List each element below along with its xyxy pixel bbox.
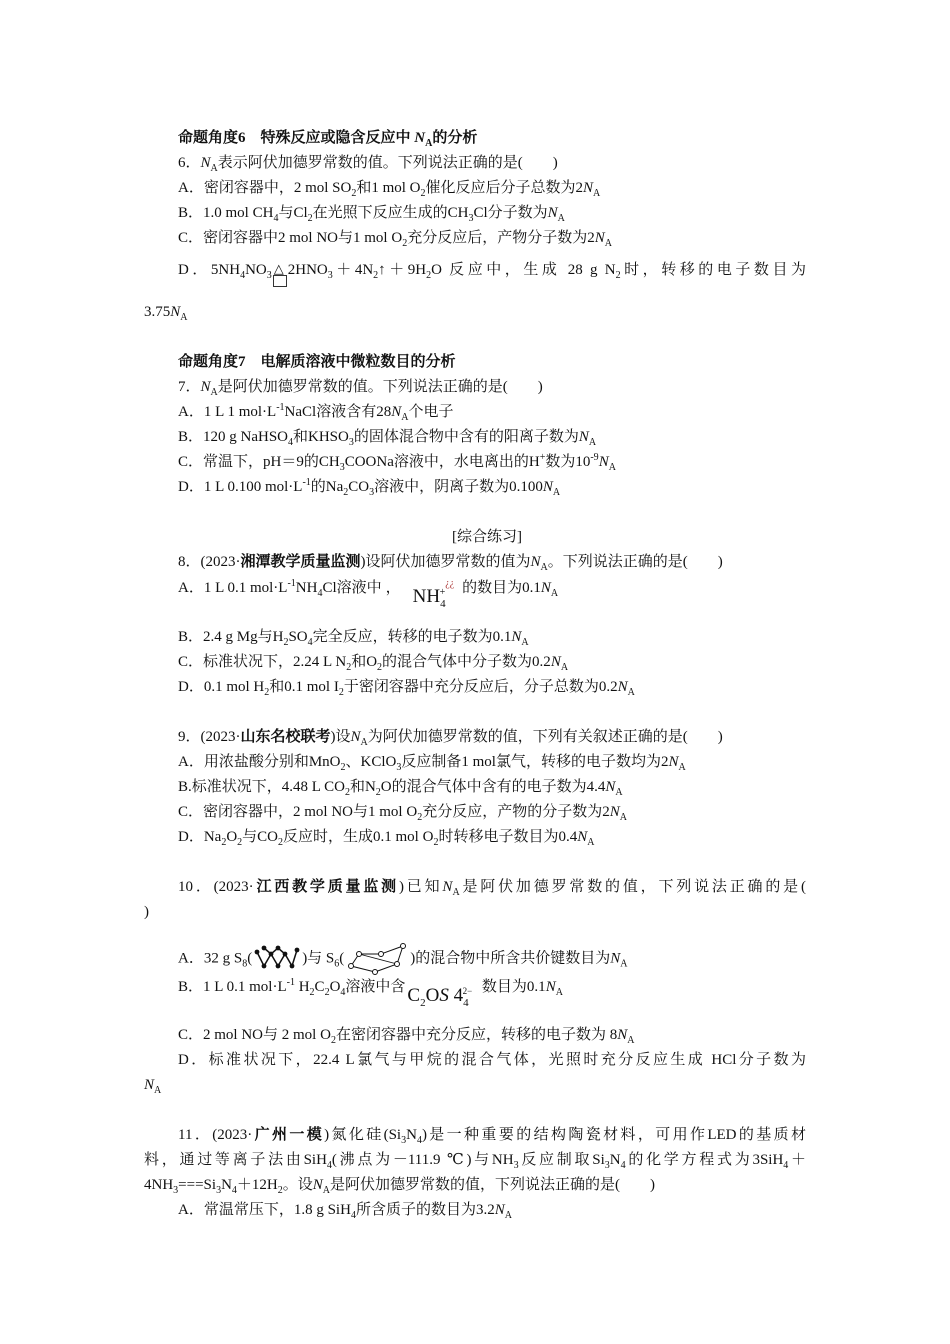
s6-ring-molecule-icon (345, 942, 409, 976)
section-title-7: 命题角度7 电解质溶液中微粒数目的分析 (178, 354, 456, 370)
question-6-option-d-line1: D．$5NH_4NO_3$ △ $2HNO_3+4N_2↑+9H_2O$ 反应中，生成 28 g $N_2$时，转移的电子数目为 (178, 260, 806, 281)
question-10-option-a: A．32 g $S_8$( )与 $S_6$( )的混合物中所含共价键数目为$N_A$ (178, 942, 628, 976)
question-11-option-a: A．常温常压下，1.8 g SiH$_4$所含质子的数目为$3.2N_A$ (178, 1202, 512, 1221)
question-7-stem: 7．$N_A$是阿伏加德罗常数的值。下列说法正确的是( ) (178, 379, 543, 398)
question-8-option-a: A．1 L 0.1 $mol\cdot L^{-1}NH_4Cl$溶液中 ， $NH_4^{+¿¿}$ 的数目为$0.1N_A$ (178, 578, 559, 610)
question-9-option-d: D．$Na_2O_2$与$CO_2$反应时，生成0.1 mol $O_2$时转移电子数目为$0.4N_A$ (178, 829, 595, 848)
question-6-option-b: B．1.0 mol $CH_4$与$Cl_2$在光照下反应生成的$CH_3Cl$分子数为$N_A$ (178, 205, 565, 224)
question-8-option-b: B．2.4 g Mg与$H_2SO_4$完全反应，转移的电子数为$0.1N_A$ (178, 629, 529, 648)
question-11-line2: 料，通过等离子法由SiH$_4$(沸点为－111.9 ℃)与$NH_3$反应制取$Si_3N_4$的化学方程式为3SiH$_4$＋ (144, 1152, 807, 1171)
question-6-stem: 6．$N_A$表示阿伏加德罗常数的值。下列说法正确的是( ) (178, 155, 558, 174)
question-7-option-d: D．1 L 0.100 $mol\cdot L^{-1}$的$Na_2CO_3$溶液中，阴离子数为$0.100N_A$ (178, 477, 561, 498)
question-11-line1: 11．(2023·广州一模)氮化硅$(Si_3N_4)$是一种重要的结构陶瓷材料，可用作LED的基质材 (178, 1127, 806, 1146)
question-8-stem: 8．(2023·湘潭教学质量监测)设阿伏加德罗常数的值为$N_A$。下列说法正确的是( ) (178, 554, 723, 573)
question-10-option-b: B．1 L 0.1 $mol\cdot L^{-1}$ $H_2C_2O_4$溶液中含 $C_2OS$ $4_4^{2-}$ 数目为$0.1N_A$ (178, 977, 563, 1009)
question-9-option-a: A．用浓盐酸分别和MnO$_2$、KClO$_3$反应制备1 mol氯气，转移的电子数均为$2N_A$ (178, 754, 686, 773)
comprehensive-practice-heading: [综合练习] (452, 529, 522, 545)
question-10-option-d-line1: D．标准状况下，22.4 L氯气与甲烷的混合气体，光照时充分反应生成 HCl分子数为 (178, 1052, 806, 1068)
question-10-option-c: C．2 mol NO与 2 mol $O_2$在密闭容器中充分反应，转移的电子数为 $8N_A$ (178, 1027, 635, 1046)
question-9-option-b: B.标准状况下，4.48 L $CO_2$和$N_2O$的混合气体中含有的电子数为$4.4N_A$ (178, 779, 623, 798)
question-10-stem-line1: 10．(2023·江西教学质量监测)已知$N_A$是阿伏加德罗常数的值，下列说法正确的是( (178, 879, 806, 898)
question-6-option-c: C．密闭容器中2 mol NO与1 mol $O_2$充分反应后，产物分子数为$2N_A$ (178, 230, 612, 249)
s8-crown-molecule-icon (253, 944, 301, 974)
question-6-option-a: A．密闭容器中，2 mol $SO_2$和1 mol $O_2$催化反应后分子总数为$2N_A$ (178, 180, 601, 199)
question-7-option-a: A．1 L 1 $mol\cdot L^{-1}NaCl$溶液含有$28N_A$个电子 (178, 402, 454, 423)
section-title-6: 命题角度6 特殊反应或隐含反应中 $N_A$的分析 (178, 130, 478, 149)
question-9-stem: 9．(2023·山东名校联考)设$N_A$为阿伏加德罗常数的值，下列有关叙述正确的是( ) (178, 729, 723, 748)
question-10-option-d-line2: $N_A$ (144, 1077, 162, 1096)
question-11-line3: $4NH_3===Si_3N_4+12H_2$。设$N_A$是阿伏加德罗常数的值，下列说法正确的是( ) (144, 1177, 656, 1196)
heat-arrow-icon: △ (272, 261, 288, 281)
question-10-stem-line2: ) (144, 904, 149, 920)
question-8-option-c: C．标准状况下，2.24 L $N_2$和$O_2$的混合气体中分子数为$0.2N_A$ (178, 654, 569, 673)
question-7-option-b: B．120 g NaHSO$_4$和$KHSO_3$的固体混合物中含有的阳离子数为$N_A$ (178, 429, 597, 448)
question-8-option-d: D．0.1 mol $H_2$和0.1 mol $I_2$于密闭容器中充分反应后，分子总数为$0.2N_A$ (178, 679, 635, 698)
question-7-option-c: C．常温下，pH＝9的$CH_3COONa$溶液中，水电离出的H+数为$10^{-9}N_A$ (178, 452, 616, 473)
question-9-option-c: C．密闭容器中，2 mol NO与1 mol $O_2$充分反应，产物的分子数为$2N_A$ (178, 804, 627, 823)
question-6-option-d-line2: $3.75N_A$ (144, 304, 188, 323)
